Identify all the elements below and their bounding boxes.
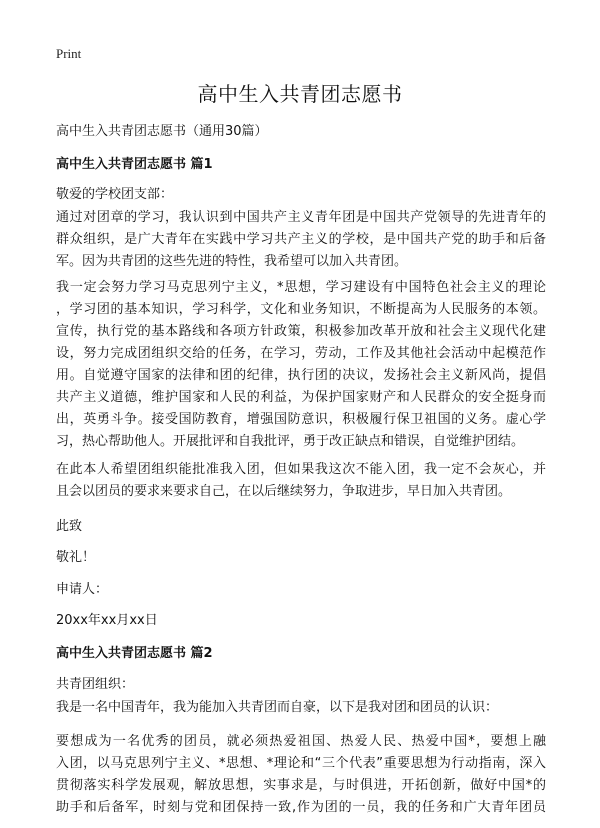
text-line: 共产主义道德，维护国家和人民的利益，为保护国家财产和人民群众的安全挺身而 (56, 390, 546, 405)
text-line: 我是一名中国青年，我为能加入共青团而自豪，以下是我对团和团员的认识： (56, 700, 499, 715)
text-line: 贯彻落实科学发展观，解放思想，实事求是，与时俱进，开拓创新，做好中国*的 (56, 778, 546, 793)
text-line: 在此本人希望团组织能批准我入团，但如果我这次不能入团，我一定不会灰心，并 (56, 462, 546, 477)
closing-salute: 敬礼！ (56, 550, 96, 565)
greeting-2: 共青团组织： (56, 677, 135, 692)
document-subtitle: 高中生入共青团志愿书（通用30篇） (56, 124, 268, 139)
text-line: 习，热心帮助他人。开展批评和自我批评，勇于改正缺点和错误，自觉维护团结。 (56, 434, 525, 449)
print-link[interactable]: Print (56, 46, 82, 61)
text-line: 出，英勇斗争。接受国防教育，增强国防意识，积极履行保卫祖国的义务。虚心学 (56, 412, 546, 427)
paragraph-2-1 (56, 697, 546, 719)
text-line: 且会以团员的要求来要求自己，在以后继续努力，争取进步，早日加入共青团。 (56, 484, 512, 499)
paragraph-1-2 (56, 277, 546, 453)
applicant-label: 申请人： (56, 582, 109, 597)
date-line: 20xx年xx月xx日 (56, 613, 158, 628)
greeting-1: 敬爱的学校团支部： (56, 187, 174, 202)
text-line: 用。自觉遵守国家的法律和团的纪律，执行团的决议，发扬社会主义新风尚，提倡 (56, 368, 546, 383)
text-line: 我一定会努力学习马克思列宁主义，*思想，学习建设有中国特色社会主义的理论 (56, 280, 546, 295)
paragraph-1-1 (56, 207, 546, 273)
text-line: 要想成为一名优秀的团员，就必须热爱祖国、热爱人民、热爱中国*，要想上融 (56, 734, 546, 749)
paragraph-1-3 (56, 459, 546, 503)
paragraph-2-2 (56, 731, 546, 819)
text-line: 军。因为共青团的这些先进的特性，我希望可以加入共青团。 (56, 254, 408, 269)
page-title: 高中生入共青团志愿书 (197, 82, 403, 106)
text-line: 助手和后备军，时刻与党和团保持一致,作为团的一员，我的任务和广大青年团员 (56, 800, 546, 815)
closing-respect: 此致 (56, 519, 83, 534)
text-line: 群众组织，是广大青年在实践中学习共产主义的学校，是中国共产党的助手和后备 (56, 232, 546, 247)
section-heading-1: 高中生入共青团志愿书 篇1 (56, 157, 213, 172)
text-line: 宣传，执行党的基本路线和各项方针政策，积极参加改革开放和社会主义现代化建 (56, 324, 546, 339)
text-line: 通过对团章的学习，我认识到中国共产主义青年团是中国共产党领导的先进青年的 (56, 210, 546, 225)
section-heading-2: 高中生入共青团志愿书 篇2 (56, 646, 213, 661)
text-line: 设，努力完成团组织交给的任务，在学习，劳动，工作及其他社会活动中起模范作 (56, 346, 546, 361)
text-line: 入团，以马克思列宁主义、*思想、*理论和“三个代表”重要思想为行动指南，深入 (56, 756, 546, 771)
text-line: ，学习团的基本知识，学习科学，文化和业务知识，不断提高为人民服务的本领。 (56, 302, 546, 317)
